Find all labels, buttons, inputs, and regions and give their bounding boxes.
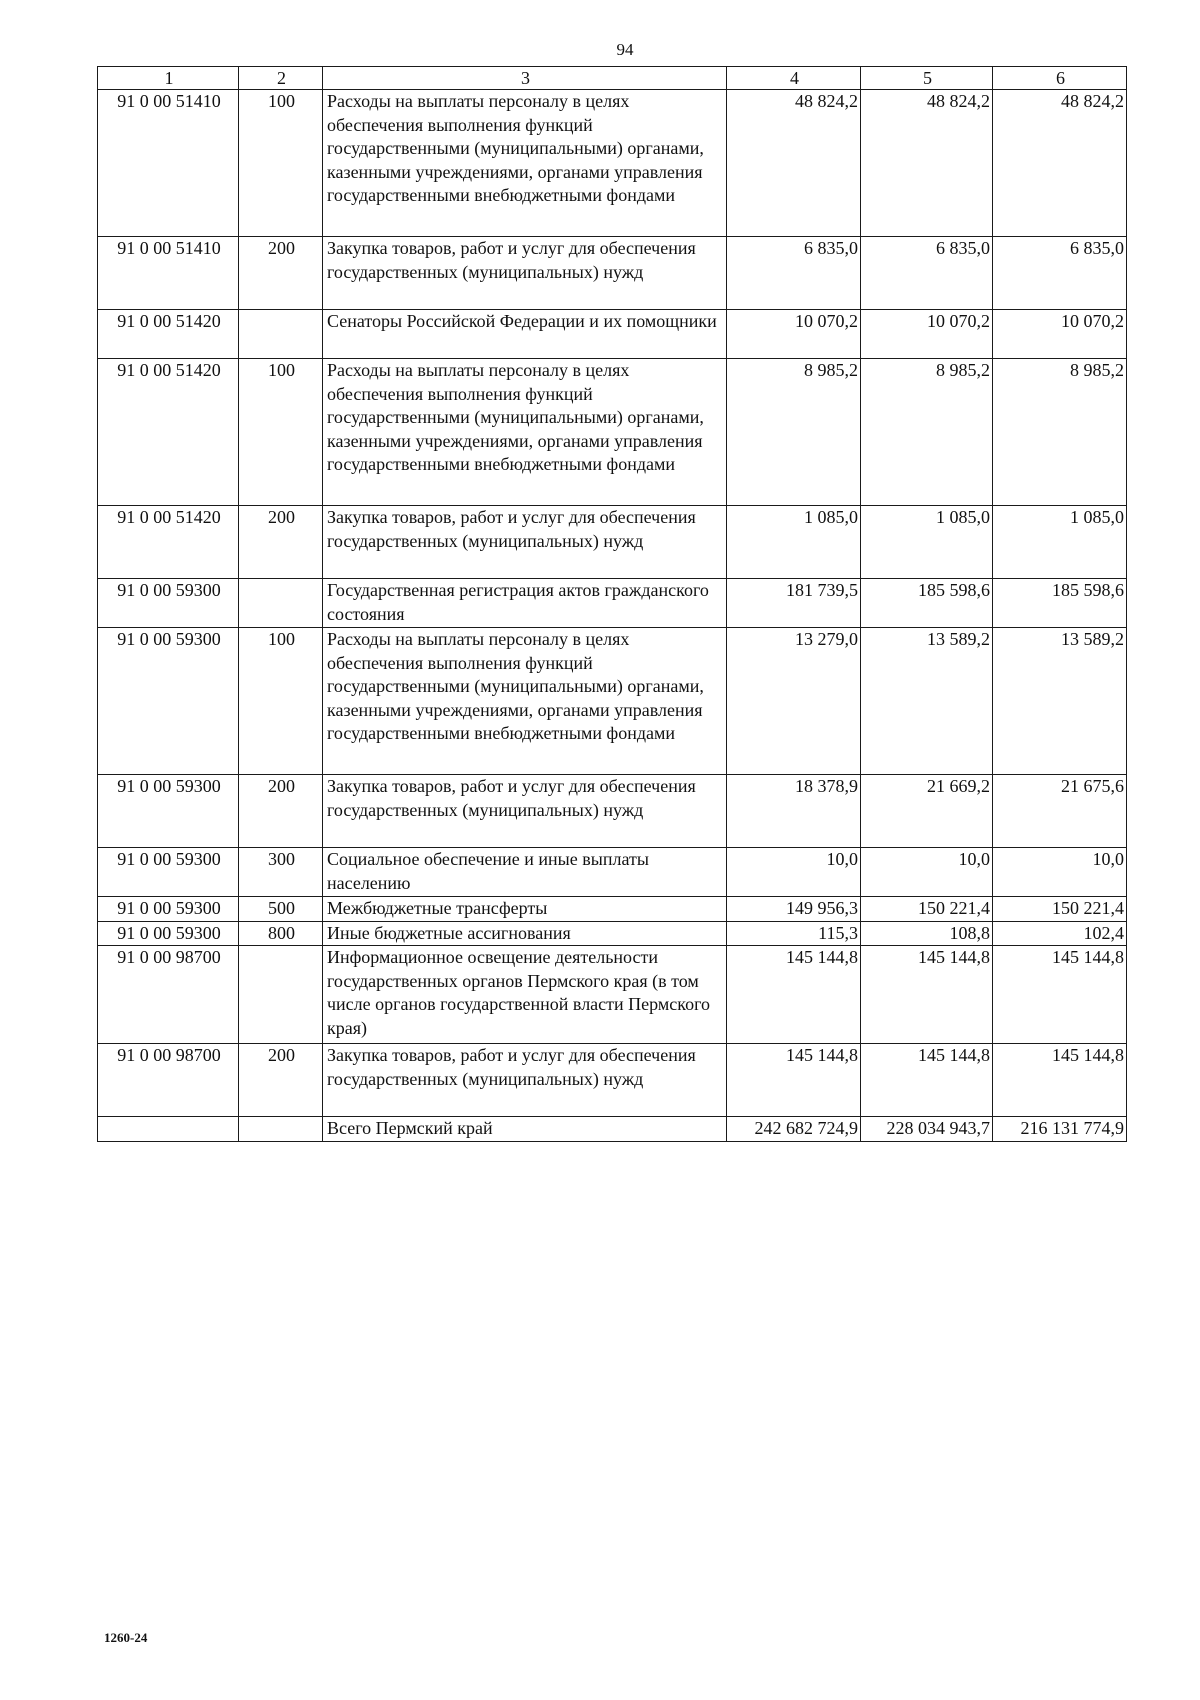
total-year3-cell: 216 131 774,9	[993, 1117, 1127, 1142]
column-header: 6	[993, 67, 1127, 90]
expense-type-cell	[239, 946, 323, 1044]
amount-year3-cell: 48 824,2	[993, 90, 1127, 237]
expense-type-cell: 500	[239, 897, 323, 922]
amount-year2-cell: 10,0	[861, 848, 993, 897]
amount-year1-cell: 13 279,0	[727, 628, 861, 775]
table-row	[98, 1044, 1127, 1117]
expense-type-cell	[239, 310, 323, 359]
description-cell: Информационное освещение деятельности государственных органов Пермского края (в том числе органов государственной власти Пермского края)	[323, 946, 727, 1044]
description-cell: Расходы на выплаты персоналу в целях обеспечения выполнения функций государственными (муниципальными) органами, казенными учреждениями, органами управления государственными внебюджетными фондами	[323, 90, 727, 237]
description-cell: Закупка товаров, работ и услуг для обеспечения государственных (муниципальных) нужд	[323, 1044, 727, 1117]
description-cell: Иные бюджетные ассигнования	[323, 921, 727, 946]
amount-year1-cell: 10 070,2	[727, 310, 861, 359]
amount-year1-cell: 149 956,3	[727, 897, 861, 922]
total-year2-cell: 228 034 943,7	[861, 1117, 993, 1142]
target-article-cell: 91 0 00 98700	[98, 946, 239, 1044]
description-cell: Расходы на выплаты персоналу в целях обеспечения выполнения функций государственными (муниципальными) органами, казенными учреждениями, органами управления государственными внебюджетными фондами	[323, 359, 727, 506]
column-header: 2	[239, 67, 323, 90]
amount-year3-cell: 150 221,4	[993, 897, 1127, 922]
expense-type-cell: 300	[239, 848, 323, 897]
amount-year3-cell: 102,4	[993, 921, 1127, 946]
document-code: 1260-24	[104, 1630, 148, 1645]
amount-year1-cell: 181 739,5	[727, 579, 861, 628]
amount-year2-cell: 48 824,2	[861, 90, 993, 237]
column-header: 4	[727, 67, 861, 90]
amount-year3-cell: 6 835,0	[993, 237, 1127, 310]
amount-year2-cell: 150 221,4	[861, 897, 993, 922]
amount-year3-cell: 10 070,2	[993, 310, 1127, 359]
amount-year1-cell: 145 144,8	[727, 1044, 861, 1117]
amount-year3-cell: 1 085,0	[993, 506, 1127, 579]
budget-table	[97, 66, 1127, 1142]
target-article-cell: 91 0 00 51420	[98, 506, 239, 579]
amount-year3-cell: 21 675,6	[993, 775, 1127, 848]
page-number: 94	[616, 40, 634, 59]
column-header: 3	[323, 67, 727, 90]
amount-year3-cell: 145 144,8	[993, 946, 1127, 1044]
target-article-cell: 91 0 00 51410	[98, 237, 239, 310]
target-article-cell: 91 0 00 59300	[98, 579, 239, 628]
amount-year3-cell: 10,0	[993, 848, 1127, 897]
expense-type-cell	[239, 1117, 323, 1142]
description-cell: Межбюджетные трансферты	[323, 897, 727, 922]
table-row	[98, 579, 1127, 628]
amount-year1-cell: 18 378,9	[727, 775, 861, 848]
amount-year1-cell: 1 085,0	[727, 506, 861, 579]
amount-year1-cell: 115,3	[727, 921, 861, 946]
amount-year2-cell: 13 589,2	[861, 628, 993, 775]
table-row	[98, 628, 1127, 775]
amount-year1-cell: 8 985,2	[727, 359, 861, 506]
table-row	[98, 946, 1127, 1044]
description-cell: Закупка товаров, работ и услуг для обеспечения государственных (муниципальных) нужд	[323, 775, 727, 848]
amount-year2-cell: 145 144,8	[861, 1044, 993, 1117]
column-header: 5	[861, 67, 993, 90]
target-article-cell: 91 0 00 51420	[98, 310, 239, 359]
description-cell: Расходы на выплаты персоналу в целях обеспечения выполнения функций государственными (муниципальными) органами, казенными учреждениями, органами управления государственными внебюджетными фондами	[323, 628, 727, 775]
amount-year2-cell: 145 144,8	[861, 946, 993, 1044]
target-article-cell: 91 0 00 59300	[98, 897, 239, 922]
table-row	[98, 775, 1127, 848]
amount-year1-cell: 10,0	[727, 848, 861, 897]
description-cell: Закупка товаров, работ и услуг для обеспечения государственных (муниципальных) нужд	[323, 237, 727, 310]
amount-year3-cell: 145 144,8	[993, 1044, 1127, 1117]
target-article-cell: 91 0 00 59300	[98, 628, 239, 775]
amount-year2-cell: 10 070,2	[861, 310, 993, 359]
table-row	[98, 921, 1127, 946]
target-article-cell: 91 0 00 51420	[98, 359, 239, 506]
amount-year1-cell: 48 824,2	[727, 90, 861, 237]
expense-type-cell: 800	[239, 921, 323, 946]
total-label-cell: Всего Пермский край	[323, 1117, 727, 1142]
description-cell: Сенаторы Российской Федерации и их помощники	[323, 310, 727, 359]
amount-year2-cell: 8 985,2	[861, 359, 993, 506]
amount-year3-cell: 185 598,6	[993, 579, 1127, 628]
table-row	[98, 897, 1127, 922]
table-row	[98, 237, 1127, 310]
expense-type-cell: 100	[239, 628, 323, 775]
amount-year2-cell: 185 598,6	[861, 579, 993, 628]
column-header: 1	[98, 67, 239, 90]
total-row	[98, 1117, 1127, 1142]
description-cell: Государственная регистрация актов гражданского состояния	[323, 579, 727, 628]
description-cell: Закупка товаров, работ и услуг для обеспечения государственных (муниципальных) нужд	[323, 506, 727, 579]
amount-year1-cell: 6 835,0	[727, 237, 861, 310]
table-row	[98, 506, 1127, 579]
amount-year2-cell: 21 669,2	[861, 775, 993, 848]
expense-type-cell: 100	[239, 359, 323, 506]
expense-type-cell: 200	[239, 1044, 323, 1117]
amount-year2-cell: 108,8	[861, 921, 993, 946]
table-header-row	[98, 67, 1127, 90]
expense-type-cell: 100	[239, 90, 323, 237]
target-article-cell: 91 0 00 59300	[98, 921, 239, 946]
expense-type-cell: 200	[239, 237, 323, 310]
table-row	[98, 310, 1127, 359]
amount-year2-cell: 1 085,0	[861, 506, 993, 579]
target-article-cell	[98, 1117, 239, 1142]
table-row	[98, 90, 1127, 237]
table-row	[98, 359, 1127, 506]
total-year1-cell: 242 682 724,9	[727, 1117, 861, 1142]
amount-year3-cell: 8 985,2	[993, 359, 1127, 506]
target-article-cell: 91 0 00 98700	[98, 1044, 239, 1117]
target-article-cell: 91 0 00 51410	[98, 90, 239, 237]
target-article-cell: 91 0 00 59300	[98, 775, 239, 848]
target-article-cell: 91 0 00 59300	[98, 848, 239, 897]
description-cell: Социальное обеспечение и иные выплаты населению	[323, 848, 727, 897]
expense-type-cell	[239, 579, 323, 628]
amount-year1-cell: 145 144,8	[727, 946, 861, 1044]
amount-year3-cell: 13 589,2	[993, 628, 1127, 775]
expense-type-cell: 200	[239, 775, 323, 848]
amount-year2-cell: 6 835,0	[861, 237, 993, 310]
table-row	[98, 848, 1127, 897]
expense-type-cell: 200	[239, 506, 323, 579]
